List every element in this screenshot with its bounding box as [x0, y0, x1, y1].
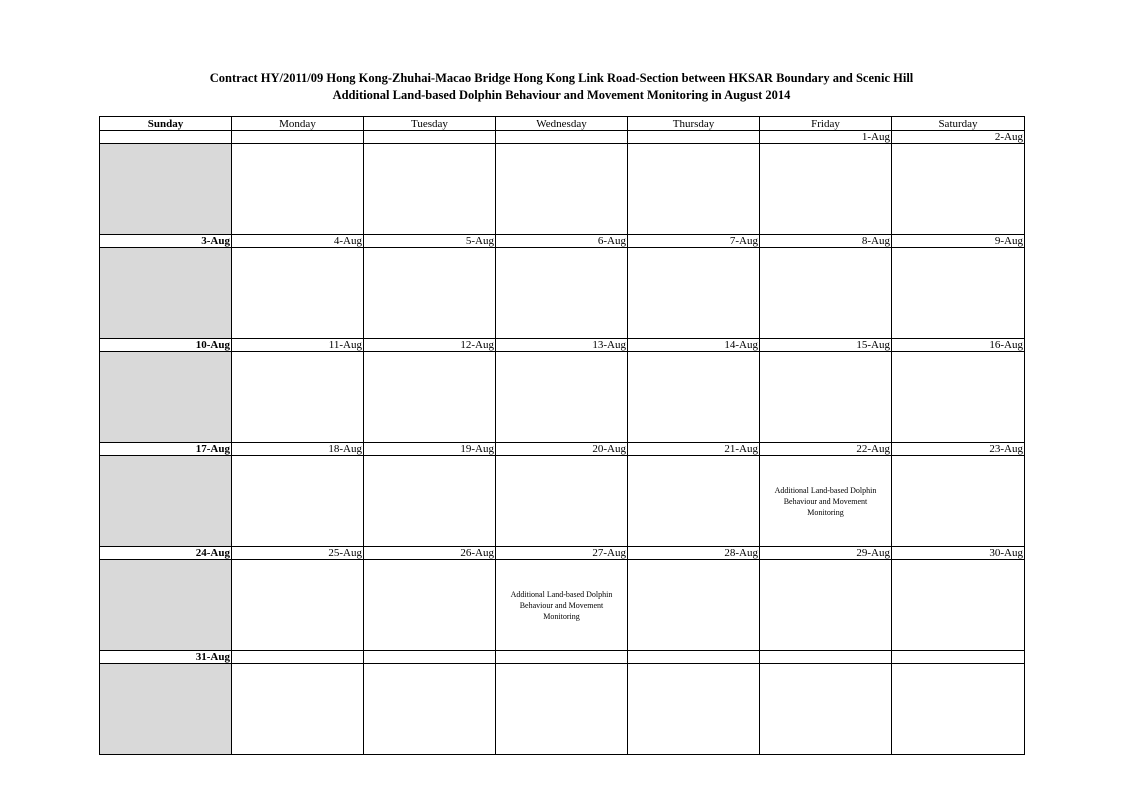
- day-cell: [892, 456, 1025, 547]
- date-cell: [496, 131, 628, 144]
- day-cell: [100, 144, 232, 235]
- date-cell: 1-Aug: [760, 131, 892, 144]
- day-cell: [892, 248, 1025, 339]
- date-cell: [628, 651, 760, 664]
- date-cell: 14-Aug: [628, 339, 760, 352]
- day-body-row: [100, 144, 1025, 235]
- date-cell: 28-Aug: [628, 547, 760, 560]
- date-cell: 23-Aug: [892, 443, 1025, 456]
- day-cell: [364, 560, 496, 651]
- date-cell: 20-Aug: [496, 443, 628, 456]
- date-cell: 22-Aug: [760, 443, 892, 456]
- date-cell: [892, 651, 1025, 664]
- weekday-header: Saturday: [892, 117, 1025, 131]
- day-cell: [628, 560, 760, 651]
- day-body-row: [100, 664, 1025, 755]
- date-cell: 16-Aug: [892, 339, 1025, 352]
- weekday-header: Sunday: [100, 117, 232, 131]
- event-text: Additional Land-based Dolphin Behaviour and Movement Monitoring: [510, 589, 613, 621]
- date-cell: 8-Aug: [760, 235, 892, 248]
- day-cell: [628, 144, 760, 235]
- day-cell: [760, 560, 892, 651]
- date-cell: [496, 651, 628, 664]
- date-cell: 7-Aug: [628, 235, 760, 248]
- day-cell: [760, 248, 892, 339]
- day-cell: [892, 560, 1025, 651]
- weekday-header: Thursday: [628, 117, 760, 131]
- day-body-row: [100, 560, 1025, 651]
- date-cell: 10-Aug: [100, 339, 232, 352]
- day-cell: [760, 144, 892, 235]
- date-cell: 18-Aug: [232, 443, 364, 456]
- day-cell: [496, 248, 628, 339]
- date-row: [100, 131, 1025, 144]
- day-cell: [232, 560, 364, 651]
- date-cell: [760, 651, 892, 664]
- date-cell: [628, 131, 760, 144]
- date-cell: 4-Aug: [232, 235, 364, 248]
- day-cell: [100, 352, 232, 443]
- weekday-header: Monday: [232, 117, 364, 131]
- day-cell: [496, 352, 628, 443]
- day-cell: [100, 560, 232, 651]
- date-cell: 9-Aug: [892, 235, 1025, 248]
- date-cell: 25-Aug: [232, 547, 364, 560]
- date-cell: [100, 131, 232, 144]
- day-cell: [496, 560, 628, 651]
- date-cell: 26-Aug: [364, 547, 496, 560]
- day-cell: [100, 248, 232, 339]
- day-cell: [100, 456, 232, 547]
- date-cell: 27-Aug: [496, 547, 628, 560]
- date-row: [100, 547, 1025, 560]
- date-cell: 15-Aug: [760, 339, 892, 352]
- day-cell: [232, 456, 364, 547]
- day-cell: [496, 144, 628, 235]
- weekday-header-row: [100, 117, 1025, 131]
- weekday-header: Tuesday: [364, 117, 496, 131]
- date-cell: 6-Aug: [496, 235, 628, 248]
- date-cell: [232, 651, 364, 664]
- day-cell: [364, 352, 496, 443]
- date-row: [100, 339, 1025, 352]
- date-row: [100, 651, 1025, 664]
- date-cell: 21-Aug: [628, 443, 760, 456]
- date-cell: 13-Aug: [496, 339, 628, 352]
- date-row: [100, 235, 1025, 248]
- date-cell: [364, 651, 496, 664]
- date-cell: [232, 131, 364, 144]
- day-body-row: [100, 352, 1025, 443]
- day-cell: [892, 144, 1025, 235]
- date-cell: 5-Aug: [364, 235, 496, 248]
- day-cell: [364, 144, 496, 235]
- day-cell: [232, 352, 364, 443]
- day-cell: [628, 352, 760, 443]
- day-cell: [628, 456, 760, 547]
- calendar-table: [99, 116, 1025, 755]
- date-cell: 2-Aug: [892, 131, 1025, 144]
- weekday-header: Wednesday: [496, 117, 628, 131]
- date-cell: 30-Aug: [892, 547, 1025, 560]
- day-cell: [892, 664, 1025, 755]
- day-body-row: [100, 456, 1025, 547]
- day-cell: [232, 144, 364, 235]
- day-cell: [628, 664, 760, 755]
- date-row: [100, 443, 1025, 456]
- day-cell: [364, 664, 496, 755]
- date-cell: 11-Aug: [232, 339, 364, 352]
- date-cell: 31-Aug: [100, 651, 232, 664]
- day-cell: [760, 664, 892, 755]
- date-cell: 3-Aug: [100, 235, 232, 248]
- day-cell: [364, 456, 496, 547]
- day-cell: [232, 664, 364, 755]
- day-cell: [628, 248, 760, 339]
- document-title: Contract HY/2011/09 Hong Kong-Zhuhai-Macao Bridge Hong Kong Link Road-Section between HKSAR Boundary and Scenic Hill: [209, 71, 914, 85]
- day-cell: [496, 664, 628, 755]
- date-cell: [364, 131, 496, 144]
- day-cell: [100, 664, 232, 755]
- day-body-row: [100, 248, 1025, 339]
- weekday-header: Friday: [760, 117, 892, 131]
- date-cell: 12-Aug: [364, 339, 496, 352]
- day-cell: [496, 456, 628, 547]
- date-cell: 17-Aug: [100, 443, 232, 456]
- day-cell: [892, 352, 1025, 443]
- date-cell: 24-Aug: [100, 547, 232, 560]
- day-cell: [364, 248, 496, 339]
- document-subtitle: Additional Land-based Dolphin Behaviour and Movement Monitoring in August 2014: [332, 88, 791, 102]
- date-cell: 29-Aug: [760, 547, 892, 560]
- day-cell: [760, 352, 892, 443]
- date-cell: 19-Aug: [364, 443, 496, 456]
- day-cell: [760, 456, 892, 547]
- day-cell: [232, 248, 364, 339]
- event-text: Additional Land-based Dolphin Behaviour and Movement Monitoring: [774, 485, 877, 517]
